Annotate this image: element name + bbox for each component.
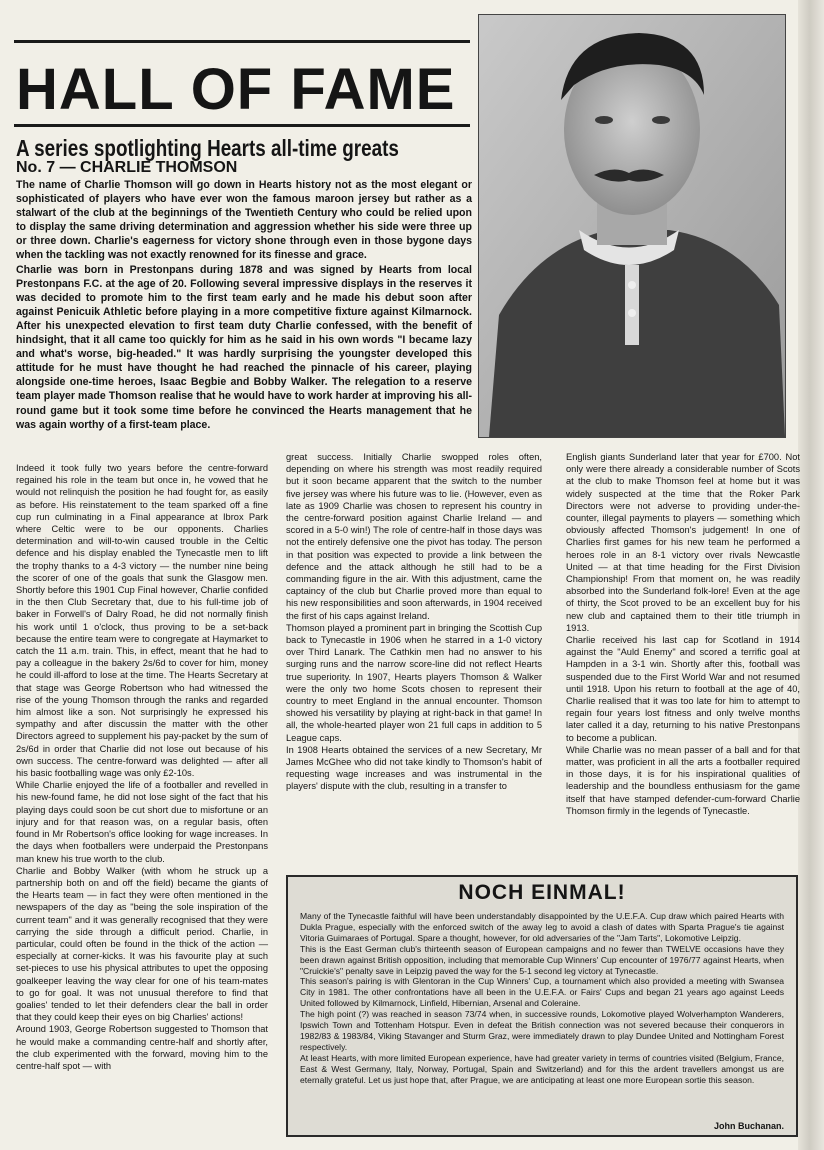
intro-paragraph: The name of Charlie Thomson will go down in Hearts history not as the most elegant or sophisticated of players who have ever won the famous maroon jersey but rather as a stalwart of the club at the beginnings of the Twentieth Century who could be relied upon to display the same driving determination and aggression whether his side were three up or three down. Charlie's eagerness for victory shone through even in those bygone days when the tackling was not exactly renowned for its finesse and grace. <box>16 179 472 262</box>
sidebar-paragraph: This is the East German club's thirteenth season of European campaigns and no fewer than TWELVE occasions have they been drawn against British opposition, including that memorable Cup Winners' Cup encounter of 1976/77 against Hearts, when "Cruickie's" penalty save in Leipzig paved the way for the 5-1 second leg victory at Tynecastle. <box>300 943 784 976</box>
column-paragraph: Charlie and Bobby Walker (with whom he struck up a partnership both on and off the field) became the giants of the Hearts team — in fact they were often mentioned in the newspapers of the day as "being the sole inspiration of the current team" and it was generally recognised that they were carrying the side through a difficult period. Charlie, in particular, could often be found in the thick of the action — especially at corner-kicks. It was his favourite play at such set-pieces to use his physical attributes to upet the opposing goalkeeper leaving the way clear for one of his team-mates to go for goal. It was not unusual therefore to find that goalies' tended to let their defenders clear the ball in order that they could keep their eyes on big Charlies' actions! <box>16 865 268 1023</box>
sidebar-title: NOCH EINMAL! <box>458 881 626 904</box>
article-intro <box>16 178 472 432</box>
column-paragraph: English giants Sunderland later that year for £700. Not only were there already a considerable number of Scots at the club to make Thomson feel at home but it was widely suspected at the time that the Roker Park Directors were not adverse to providing under-the-counter, illegal payments to players — something which obviously affected Thomson's judgement! In one of Charlies first games for his new team he performed a heroes role in an 8-1 victory over rivals Newcastle United — at that time heading for the First Division Championship! From that moment on, he was readily absorbed into the Sunderland folk-lore! Even at the age of thirty, the Scot proved to be an excellent buy for his new club and captained them to their title triumph in 1913. <box>566 452 800 633</box>
page-binding-edge <box>798 0 824 1150</box>
sidebar-author: John Buchanan. <box>713 1121 784 1131</box>
column-paragraph: While Charlie enjoyed the life of a footballer and revelled in his new-found fame, he did not lose sight of the fact that his playing days could soon be cut short due to misfortune or an injury and for that reason was, on a regular basis, often found in Mr Robertson's office looking for wage increases. In the days when footballers were underpaid the Prestonpans man knew his true worth to the club. <box>16 780 268 864</box>
sidebar-paragraph: At least Hearts, with more limited European experience, have had greater variety in terms of countries visited (Belgium, France, East & West Germany, Italy, Norway, Portugal, Spain and Switzerland) and for this the ardent travellers amongst us are eternally grateful. Let us just hope that, after Prague, we are anticipating at least one more European sortie this season. <box>300 1052 784 1085</box>
header-rule-top <box>14 40 470 43</box>
noch-einmal-sidebar <box>286 875 798 1137</box>
column-paragraph: great success. Initially Charlie swopped roles often, depending on where his strength was most readily required but it soon became apparent that the switch to the number five jersey was where his future was to lie. (However, even as late as 1909 Charlie was chosen to represent his country in the centre-forward position against Charlie Ireland — and scored in a 5-0 win!) The role of centre-half in those days was not the entirely defensive one the pivot has today. The person in that position was expected to provide a link between the defence and the attack although he still had to be a commanding figure in the air. With this adjustment, came the captaincy of the club but Charlie proved more than equal to his new responsibilities and soon afterwards, in 1904 received the first of his caps against Ireland. <box>286 452 542 621</box>
page-title: HALL OF FAME <box>16 57 456 122</box>
header-rule-bottom <box>14 124 470 127</box>
sidebar-paragraph: The high point (?) was reached in season 73/74 when, in successive rounds, Lokomotive played Wolverhampton Wanderers, Ipswich Town and Tottenham Hotspur. Even in defeat the British connection was not severed because their conquerors in 1982/83 & 1983/84, Viking Stavanger and Sturm Graz, were immediately drawn to play Dundee United and Nottingham Forest respectively. <box>300 1009 784 1052</box>
column-paragraph: Around 1903, George Robertson suggested to Thomson that he would make a commanding centre-half and shortly after, the club experimented with the forward, moving him to the centre-half spot — with <box>16 1024 268 1071</box>
column-paragraph: Thomson played a prominent part in bringing the Scottish Cup back to Tynecastle in 1906 when he starred in a 1-0 victory over Third Lanark. The Cathkin men had no answer to his surging runs and the narrow score-line did not reflect Hearts true superiority. In 1907, Hearts players Thomson & Walker were the only two home Scots chosen to represent their country to meet England in the annual encounter. Thomson showed his versatility by playing at right-back in that game! In all, the whole-hearted player won 21 full caps in addition to 5 League caps. <box>286 622 542 743</box>
column-paragraph: In 1908 Hearts obtained the services of a new Secretary, Mr James McGhee who did not take kindly to Thomson's habit of requesting wage increases and was instrumental in the players' dispute with the club, resulting in a transfer to <box>286 744 542 792</box>
portrait-illustration <box>479 15 785 437</box>
series-number: No. 7 — CHARLIE THOMSON <box>16 159 238 176</box>
column-paragraph: Indeed it took fully two years before the centre-forward regained his role in the team but once in, he vowed that he would not relinquish the position he had fought for, as easily as before. His reinstatement to the team sparked off a fine cup run culminating in a Final appearance at Ibrox Park where Celtic were to be our opponents. Charlies determination and will-to-win caused trouble in the Celtic defence and his display enabled the Tynecastle men to lift the trophy thanks to a 4-3 victory — the number nine being the scorer of one of the goals that sunk the Glasgow men. Shortly before this 1901 Cup Final however, Charlie confided in the then Club Secretary that, due to his full-time job of baker in Forwell's of Dalry Road, he did not normally finish his work until 1 o'clock, thus proving to be a set-back because the entire team were to congregate at Haymarket to catch the 11 a.m. train. This, in effect, meant that he had to pay a colleague in the bakery 2s/6d to cover for him, money he could ill-afford to lose at the time. The Hearts Secretary at that stage was George Robertson who had witnessed the rise of the young Thomson through the ranks and regarded him almost like a son. Not surprisingly he expressed his sympathy and after discussin the matter with the other Directors agreed to supplement his pay-packet by the sum of 2s/6d in order that Charlie did not lose out because of his own success. The centre-forward was delighted — after all his basic footballing wage was only £2-10s. <box>16 463 268 779</box>
sidebar-body <box>300 911 784 1086</box>
column-paragraph: Charlie received his last cap for Scotland in 1914 against the "Auld Enemy" and scored a terrific goal at Hampden in a 3-1 win. Shortly after this, football was suspended due to the First World War and not resumed until 1918. Upon his return to football at the age of 40, Charlie realised that it was too late for him to attempt to regain four years lost fitness and only twelve months later called it a day, returning to his native Prestonpans to become a publican. <box>566 635 800 743</box>
article-subtitle: A series spotlighting Hearts all-time greats <box>16 135 399 161</box>
sidebar-paragraph: This season's pairing is with Glentoran in the Cup Winners' Cup, a tournament which also provided a meeting with Swansea City in 1981. The other confrontations have all been in the U.E.F.A. or Fairs' Cups and began 21 years ago against Leeds United followed by Kilmarnock, Linfield, Hibernian, Arsenal and Coleraine. <box>300 976 784 1009</box>
intro-paragraph: Charlie was born in Prestonpans during 1878 and was signed by Hearts from local Prestonpans F.C. at the age of 20. Following several impressive displays in the reserves it was decided to promote him to the first team early and he made his debut soon after against Penicuik Athletic before playing in a more competitive fixture against Kilmarnock. After his unexpected elevation to first team duty Charlie confessed, with the benefit of hindsight, that it all came too quickly for him as he said in his own words "I became lazy and what's worse, big-headed." It was hardly surprising the youngster developed this attitude for he must have thought he had reached the pinnacle of his career, playing alongside one-time heroes, Isaac Begbie and Bobby Walker. The relegation to a reserve team player made Thomson realise that he would have to work harder at improving his all-round game but it took some time before he convinced the Hearts management that he was again worthy of a first-team place. <box>16 263 472 431</box>
column-paragraph: While Charlie was no mean passer of a ball and for that matter, was proficient in all the arts a footballer required in those days, it is for his inspirational qualities of leadership and the boundless enthusiasm for the game itself that have stamped defender-cum-forward Charlie Thomson firmly in the legends of Tynecastle. <box>566 744 800 816</box>
article-column-1 <box>16 462 268 1072</box>
article-column-3 <box>566 451 800 817</box>
article-column-2 <box>286 451 542 793</box>
player-portrait-photo <box>478 14 786 438</box>
sidebar-paragraph: Many of the Tynecastle faithful will have been understandably disappointed by the U.E.F.A. Cup draw which paired Hearts with Dukla Prague, especially with the enforced switch of the away leg to avoid a clash of dates with Sparta Prague's tie against Vitoria Guimaraes of Portugal. Spare a thought, however, for old adversaries of the "Jam Tarts", Lokomotive Leipzig. <box>300 911 784 943</box>
